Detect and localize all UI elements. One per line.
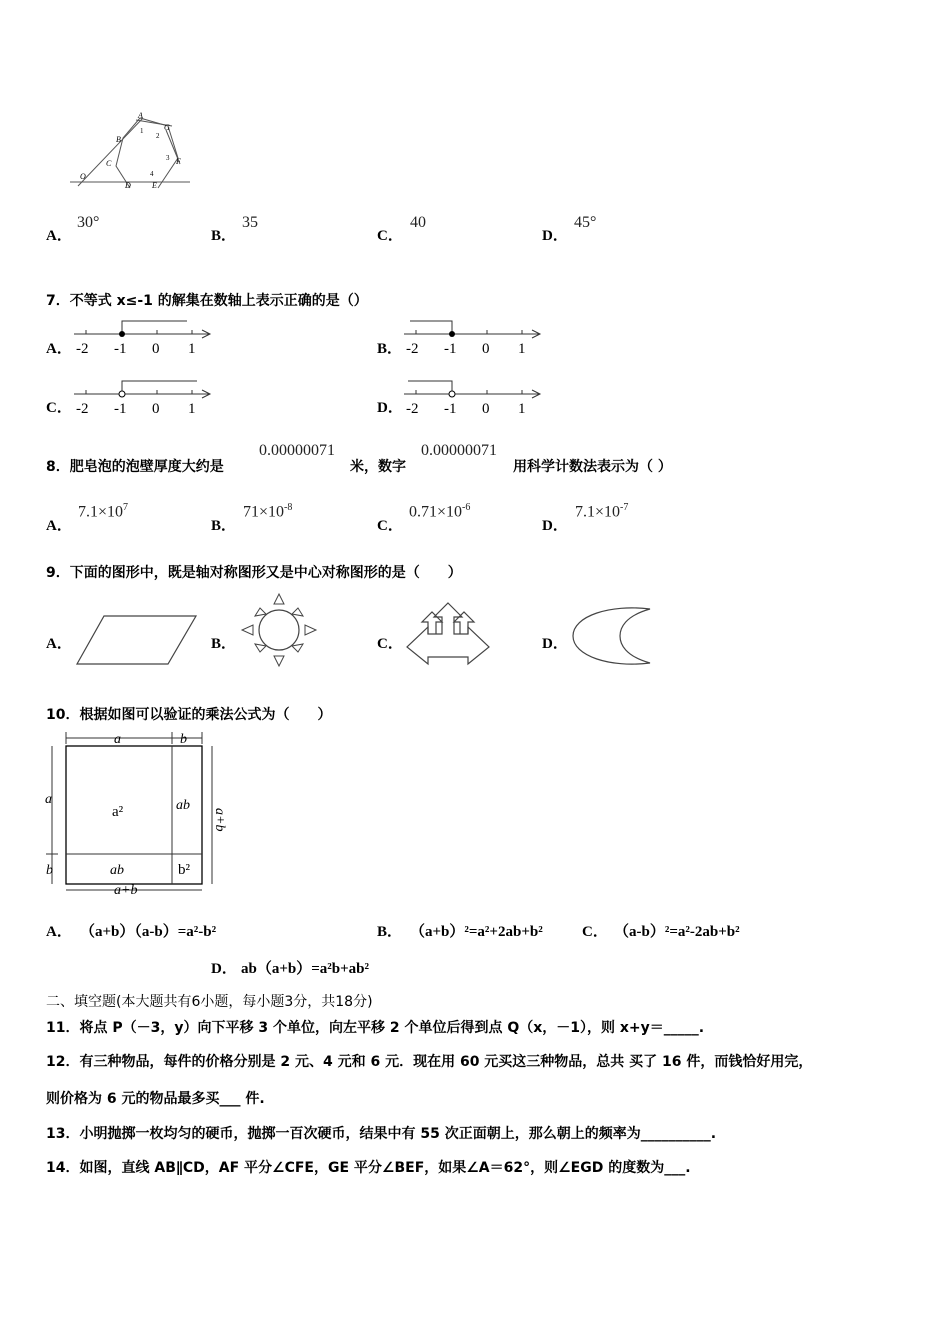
tick: 0 xyxy=(152,341,160,357)
fig-label: E xyxy=(152,181,157,190)
fig-label: G xyxy=(164,123,170,132)
number-line-c xyxy=(72,378,217,418)
q10-option-a-letter: A． xyxy=(46,924,72,940)
sun-shape xyxy=(238,592,320,668)
tick: -1 xyxy=(114,341,127,357)
tick: 1 xyxy=(188,401,196,417)
area-b2: b² xyxy=(178,862,190,878)
dim-a-left: a xyxy=(45,792,52,807)
q10-option-b: （a+b）²=a²+2ab+b² xyxy=(410,924,543,940)
fig-label: B xyxy=(116,135,121,144)
tick: 1 xyxy=(518,341,526,357)
q10-option-c: （a-b）²=a²-2ab+b² xyxy=(614,924,740,940)
q9-option-a-letter: A． xyxy=(46,636,72,652)
tick: -2 xyxy=(76,401,89,417)
square-diagram xyxy=(42,728,232,898)
tick: 1 xyxy=(188,341,196,357)
q13: 13．小明抛掷一枚均匀的硬币，抛掷一百次硬币，结果中有 55 次正面朝上，那么朝上的频率为__________. xyxy=(46,1126,717,1142)
tick: -2 xyxy=(76,341,89,357)
q12-line-1: 12．有三种物品，每件的价格分别是 2 元、4 元和 6 元．现在用 60 元买这三种物品，总共 买了 16 件，而钱恰好用完， xyxy=(46,1054,813,1070)
q9-option-b-letter: B． xyxy=(211,636,237,652)
q8-option-a: $7.1\times 10^7$ xyxy=(78,502,129,521)
tick: -1 xyxy=(114,401,127,417)
fig-label: O xyxy=(80,172,86,181)
area-ab-bottom: ab xyxy=(110,863,124,878)
q14: 14．如图，直线 AB∥CD，AF 平分∠CFE，GE 平分∠BEF，如果∠A＝62°，则∠EGD 的度数为___. xyxy=(46,1160,691,1176)
area-a2: a² xyxy=(112,804,124,820)
q9-option-d-letter: D． xyxy=(542,636,568,652)
q6-option-c: 40 xyxy=(410,214,426,231)
q6-option-b: 35 xyxy=(242,214,258,231)
q7-stem: 7．不等式 x≤-1 的解集在数轴上表示正确的是（） xyxy=(46,293,368,309)
q12-line-2: 则价格为 6 元的物品最多买___ 件. xyxy=(46,1091,265,1107)
fig-label: 1 xyxy=(140,127,144,135)
tick: -2 xyxy=(406,341,419,357)
number-line-d xyxy=(402,378,547,418)
q6-option-d-letter: D． xyxy=(542,228,568,244)
number-line-b xyxy=(402,318,547,358)
fig-label: D xyxy=(125,181,131,190)
dim-aplusb-right: a+b xyxy=(212,808,227,832)
area-ab-right: ab xyxy=(176,798,190,813)
q10-option-a: （a+b）（a-b）=a²-b² xyxy=(80,924,217,940)
q6-option-b-letter: B． xyxy=(211,228,237,244)
q10-option-b-letter: B． xyxy=(377,924,403,940)
tick: 1 xyxy=(518,401,526,417)
q8-stem-a: 8．肥皂泡的泡壁厚度大约是 xyxy=(46,459,224,475)
fig-label: 4 xyxy=(150,170,154,178)
q9-option-c-letter: C． xyxy=(377,636,403,652)
q8-option-d: $7.1\times 10^{-7}$ xyxy=(575,502,629,521)
q8-option-c-letter: C． xyxy=(377,518,403,534)
tick: -2 xyxy=(406,401,419,417)
section-2-heading: 二、填空题(本大题共有6小题，每小题3分，共18分) xyxy=(46,994,373,1010)
parallelogram-shape xyxy=(74,612,199,668)
q10-option-d: ab（a+b）=a²b+ab² xyxy=(241,961,370,977)
q8-option-c: $0.71\times 10^{-6}$ xyxy=(409,502,471,521)
dim-a-top: a xyxy=(114,732,121,747)
q6-figure xyxy=(68,108,198,193)
q9-stem: 9．下面的图形中，既是轴对称图形又是中心对称图形的是（ ） xyxy=(46,565,462,581)
fig-label: F xyxy=(176,157,181,166)
q8-stem-b: 米，数字 xyxy=(350,459,406,475)
dim-b-left: b xyxy=(46,863,53,878)
q7-option-c-letter: C． xyxy=(46,400,72,416)
q6-option-a: 30° xyxy=(77,214,100,231)
tick: 0 xyxy=(482,401,490,417)
tick: -1 xyxy=(444,401,457,417)
q8-option-d-letter: D． xyxy=(542,518,568,534)
q7-option-d-letter: D． xyxy=(377,400,403,416)
arrows-shape xyxy=(404,600,492,666)
q6-option-a-letter: A． xyxy=(46,228,72,244)
q6-option-d: 45° xyxy=(574,214,597,231)
q8-option-b-letter: B． xyxy=(211,518,237,534)
fig-label: 3 xyxy=(166,154,170,162)
q11: 11．将点 P（－3，y）向下平移 3 个单位，向左平移 2 个单位后得到点 Q（x，－1），则 x+y＝_____. xyxy=(46,1020,705,1036)
q10-option-d-letter: D． xyxy=(211,961,237,977)
q8-option-a-letter: A． xyxy=(46,518,72,534)
number-line-a xyxy=(72,318,217,358)
q8-option-b: $71\times 10^{-8}$ xyxy=(243,502,293,521)
q8-stem-c: 用科学计数法表示为（ ） xyxy=(513,459,672,475)
q10-option-c-letter: C． xyxy=(582,924,608,940)
q8-number-1: 0.00000071 xyxy=(259,442,335,459)
fig-label: A xyxy=(138,111,143,120)
fig-label: C xyxy=(106,159,112,168)
q6-option-c-letter: C． xyxy=(377,228,403,244)
q7-option-b-letter: B． xyxy=(377,341,403,357)
fig-label: 2 xyxy=(156,132,160,140)
q8-number-2: 0.00000071 xyxy=(421,442,497,459)
dim-aplusb-bottom: a+b xyxy=(114,883,138,898)
q7-option-a-letter: A． xyxy=(46,341,72,357)
tick: 0 xyxy=(152,401,160,417)
q10-stem: 10．根据如图可以验证的乘法公式为（ ） xyxy=(46,707,332,723)
crescent-shape xyxy=(570,606,656,666)
tick: 0 xyxy=(482,341,490,357)
dim-b-top: b xyxy=(180,732,187,747)
tick: -1 xyxy=(444,341,457,357)
